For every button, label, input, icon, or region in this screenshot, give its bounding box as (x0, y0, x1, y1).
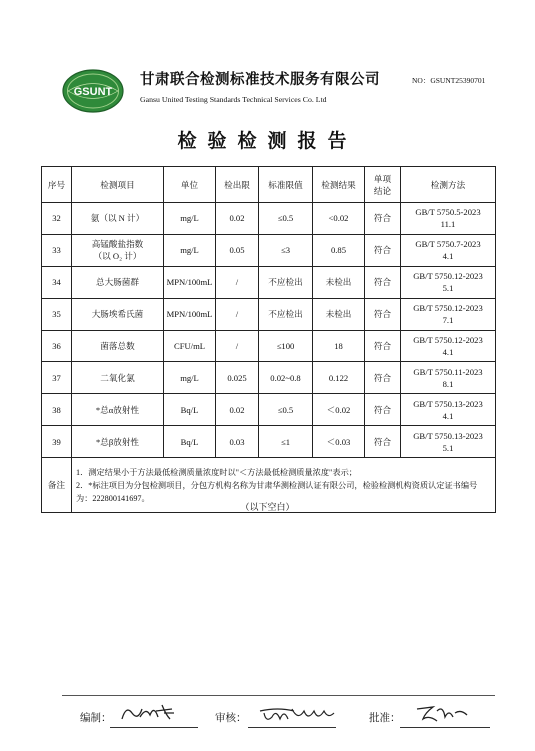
test-result-cell: 0.85 (313, 234, 365, 266)
test-result-cell: 0.122 (313, 362, 365, 394)
blank-note: （以下空白） (240, 503, 295, 513)
column-header: 单位 (164, 167, 216, 203)
approve-label: 批准： (369, 712, 401, 724)
table-row (42, 298, 496, 330)
standard-limit-cell: 不应检出 (259, 266, 313, 298)
test-method-cell: GB/T 5750.12-2023 4.1 (401, 330, 496, 362)
logo-text: GSUNT (73, 86, 113, 98)
approve-signature (415, 701, 475, 725)
test-result-cell: 未检出 (313, 298, 365, 330)
table-row (42, 426, 496, 458)
test-method-cell: GB/T 5750.13-2023 5.1 (401, 426, 496, 458)
conclusion-cell: 符合 (365, 203, 401, 235)
detection-limit-cell: / (216, 330, 259, 362)
company-name-cn: 甘肃联合检测标准技术服务有限公司 (140, 72, 380, 88)
column-header: 标准限值 (259, 167, 313, 203)
conclusion-cell: 符合 (365, 234, 401, 266)
test-method-cell: GB/T 5750.12-2023 5.1 (401, 266, 496, 298)
table-header-row (42, 167, 496, 203)
test-method-cell: GB/T 5750.5-2023 11.1 (401, 203, 496, 235)
table-row (42, 362, 496, 394)
table-row (42, 394, 496, 426)
standard-limit-cell: ≤1 (259, 426, 313, 458)
row-number-cell: 37 (42, 362, 72, 394)
unit-cell: CFU/mL (164, 330, 216, 362)
table-row (42, 266, 496, 298)
results-table (41, 166, 496, 513)
table-row (42, 234, 496, 266)
detection-limit-cell: / (216, 298, 259, 330)
compile-label: 编制： (80, 712, 112, 724)
remark-line: 1．测定结果小于方法最低检测质量浓度时以"＜方法最低检测质量浓度"表示； (76, 467, 357, 477)
row-number-cell: 35 (42, 298, 72, 330)
conclusion-cell: 符合 (365, 362, 401, 394)
row-number-cell: 38 (42, 394, 72, 426)
review-label: 审核： (215, 712, 247, 724)
test-item-cell: *总α放射性 (72, 394, 164, 426)
detection-limit-cell: 0.03 (216, 426, 259, 458)
test-item-cell: 菌落总数 (72, 330, 164, 362)
remark-line: 2．*标注项目为分包检测项目，分包方机构名称为甘肃华测检测认证有限公司，检验检测机构资质认定证书编号为：222800141697。 (76, 480, 478, 503)
column-header: 检测方法 (401, 167, 496, 203)
test-item-cell: 二氧化氯 (72, 362, 164, 394)
standard-limit-cell: 不应检出 (259, 298, 313, 330)
test-result-cell: 未检出 (313, 266, 365, 298)
test-method-cell: GB/T 5750.11-2023 8.1 (401, 362, 496, 394)
test-item-cell: 高锰酸盐指数 （以 O₂ 计） (72, 234, 164, 266)
signature-divider (62, 695, 495, 696)
standard-limit-cell: ≤3 (259, 234, 313, 266)
report-title: 检验检测报告 (177, 130, 358, 152)
standard-limit-cell: 0.02~0.8 (259, 362, 313, 394)
unit-cell: MPN/100mL (164, 266, 216, 298)
row-number-cell: 34 (42, 266, 72, 298)
conclusion-cell: 符合 (365, 330, 401, 362)
report-header (62, 62, 522, 122)
test-result-cell: ＜0.02 (313, 394, 365, 426)
company-name-en: Gansu United Testing Standards Technical Services Co. Ltd (140, 95, 327, 104)
detection-limit-cell: 0.02 (216, 394, 259, 426)
conclusion-cell: 符合 (365, 394, 401, 426)
unit-cell: mg/L (164, 203, 216, 235)
table-row (42, 330, 496, 362)
conclusion-cell: 符合 (365, 266, 401, 298)
test-item-cell: *总β放射性 (72, 426, 164, 458)
row-number-cell: 33 (42, 234, 72, 266)
report-number: NO：GSUNT25390701 (412, 76, 486, 85)
column-header: 检测结果 (313, 167, 365, 203)
column-header: 单项 结论 (365, 167, 401, 203)
test-method-cell: GB/T 5750.7-2023 4.1 (401, 234, 496, 266)
unit-cell: mg/L (164, 362, 216, 394)
detection-limit-cell: 0.05 (216, 234, 259, 266)
company-logo (62, 68, 124, 114)
row-number-cell: 39 (42, 426, 72, 458)
conclusion-cell: 符合 (365, 298, 401, 330)
review-signature-line (248, 727, 336, 728)
test-result-cell: 18 (313, 330, 365, 362)
detection-limit-cell: / (216, 266, 259, 298)
detection-limit-cell: 0.02 (216, 203, 259, 235)
test-result-cell: <0.02 (313, 203, 365, 235)
column-header: 检测项目 (72, 167, 164, 203)
standard-limit-cell: ≤0.5 (259, 394, 313, 426)
standard-limit-cell: ≤100 (259, 330, 313, 362)
approve-signature-line (400, 727, 490, 728)
unit-cell: mg/L (164, 234, 216, 266)
row-number-cell: 32 (42, 203, 72, 235)
test-method-cell: GB/T 5750.13-2023 4.1 (401, 394, 496, 426)
compile-signature (118, 701, 178, 725)
test-result-cell: ＜0.03 (313, 426, 365, 458)
column-header: 检出限 (216, 167, 259, 203)
test-method-cell: GB/T 5750.12-2023 7.1 (401, 298, 496, 330)
standard-limit-cell: ≤0.5 (259, 203, 313, 235)
remark-label: 备注 (42, 458, 72, 513)
test-item-cell: 大肠埃希氏菌 (72, 298, 164, 330)
conclusion-cell: 符合 (365, 426, 401, 458)
test-item-cell: 总大肠菌群 (72, 266, 164, 298)
unit-cell: Bq/L (164, 394, 216, 426)
unit-cell: MPN/100mL (164, 298, 216, 330)
column-header: 序号 (42, 167, 72, 203)
compile-signature-line (110, 727, 198, 728)
unit-cell: Bq/L (164, 426, 216, 458)
detection-limit-cell: 0.025 (216, 362, 259, 394)
review-signature (258, 701, 338, 725)
row-number-cell: 36 (42, 330, 72, 362)
table-row (42, 203, 496, 235)
test-item-cell: 氨（以 N 计） (72, 203, 164, 235)
